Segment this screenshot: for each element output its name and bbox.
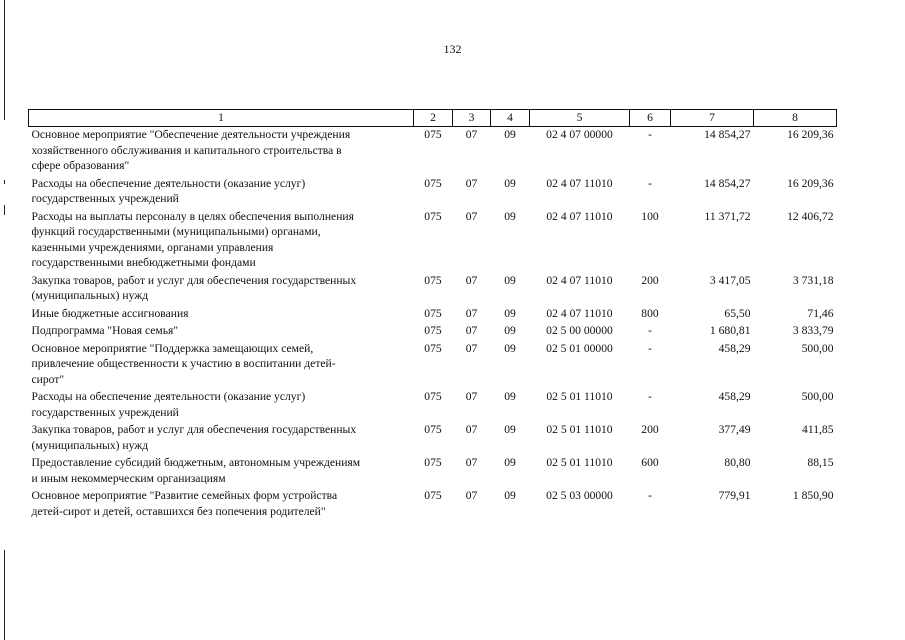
description-line: сирот" [31, 372, 65, 386]
amount-year1-cell: 65,50 [724, 306, 751, 320]
amount-year1-cell: 14 854,27 [704, 176, 751, 190]
description-line: Основное мероприятие "Поддержка замещающих семей, [31, 341, 314, 355]
description-line: Расходы на выплаты персоналу в целях обеспечения выполнения [31, 209, 354, 223]
section-cell: 07 [465, 176, 478, 190]
row-description [29, 209, 414, 273]
description-line: Расходы на обеспечение деятельности (оказание услуг) [31, 176, 306, 190]
target-article-cell: 02 5 01 00000 [546, 341, 613, 355]
expense-type-cell: - [648, 176, 652, 190]
subsection-cell: 09 [504, 390, 516, 403]
table-row [29, 323, 837, 341]
row-description [29, 176, 414, 209]
description-line: (муниципальных) нужд [31, 289, 149, 302]
amount-year2-cell: 3 833,79 [792, 324, 834, 337]
subsection-cell: 09 [504, 456, 516, 469]
admin-code-cell: 075 [424, 423, 442, 436]
subsection-cell: 09 [504, 306, 516, 320]
description-line: Закупка товаров, работ и услуг для обеспечения государственных [31, 273, 357, 287]
admin-code-cell: 075 [424, 324, 442, 337]
table-row [29, 176, 837, 209]
admin-code-cell: 075 [424, 341, 442, 355]
expense-type-cell: - [648, 128, 652, 141]
amount-year1-cell: 458,29 [718, 390, 751, 403]
section-cell: 07 [465, 390, 478, 403]
amount-year1-cell: 80,80 [724, 456, 751, 469]
subsection-cell: 09 [504, 489, 516, 502]
description-line: Закупка товаров, работ и услуг для обеспечения государственных [31, 423, 357, 436]
column-header: 5 [530, 110, 630, 127]
expense-type-cell: 800 [641, 306, 659, 320]
table-row [29, 455, 837, 488]
amount-year1-cell: 11 371,72 [704, 209, 751, 223]
description-line: функций государственными (муниципальными) органами, [31, 225, 321, 238]
row-description [29, 341, 414, 390]
target-article-cell: 02 5 01 11010 [546, 456, 613, 469]
description-line: Предоставление субсидий бюджетным, автономным учреждениям [31, 456, 361, 469]
section-cell: 07 [465, 324, 478, 337]
description-line: и иным некоммерческим организациям [31, 471, 226, 485]
row-description [29, 488, 414, 521]
row-description [29, 422, 414, 455]
subsection-cell: 09 [504, 341, 516, 355]
scan-edge-line [4, 550, 5, 640]
description-line: хозяйственного обслуживания и капитального строительства в [31, 143, 342, 157]
amount-year2-cell: 1 850,90 [792, 489, 834, 502]
description-line: сфере образования" [31, 159, 130, 172]
column-header: 1 [29, 110, 414, 127]
subsection-cell: 09 [504, 423, 516, 436]
scan-edge-line [4, 0, 5, 120]
amount-year2-cell: 3 731,18 [792, 273, 834, 287]
expense-type-cell: - [648, 489, 652, 502]
table-row [29, 209, 837, 273]
target-article-cell: 02 5 00 00000 [546, 324, 613, 337]
table-row [29, 488, 837, 521]
column-header-row [29, 110, 837, 127]
amount-year1-cell: 1 680,81 [709, 324, 751, 337]
expense-type-cell: - [648, 390, 652, 403]
target-article-cell: 02 4 07 11010 [546, 273, 613, 287]
table-row [29, 306, 837, 324]
section-cell: 07 [465, 489, 478, 502]
target-article-cell: 02 4 07 11010 [546, 176, 613, 190]
admin-code-cell: 075 [424, 209, 442, 223]
subsection-cell: 09 [504, 209, 516, 223]
amount-year1-cell: 3 417,05 [709, 273, 751, 287]
target-article-cell: 02 4 07 00000 [546, 128, 613, 141]
description-line: государственных учреждений [31, 192, 179, 205]
row-description [29, 323, 414, 341]
description-line: Расходы на обеспечение деятельности (оказание услуг) [31, 390, 306, 403]
subsection-cell: 09 [504, 273, 516, 287]
scan-edge-line [4, 180, 5, 184]
row-description [29, 389, 414, 422]
expense-type-cell: - [648, 324, 652, 337]
expense-type-cell: - [648, 341, 652, 355]
description-line: казенными учреждениями, органами управления [31, 240, 274, 254]
table-row [29, 341, 837, 390]
admin-code-cell: 075 [424, 456, 442, 469]
amount-year2-cell: 500,00 [801, 390, 834, 403]
subsection-cell: 09 [504, 128, 516, 141]
row-description [29, 127, 414, 176]
target-article-cell: 02 5 01 11010 [546, 423, 613, 436]
admin-code-cell: 075 [424, 128, 442, 141]
column-header: 8 [754, 110, 837, 127]
section-cell: 07 [465, 273, 478, 287]
target-article-cell: 02 4 07 11010 [546, 306, 613, 320]
row-description [29, 306, 414, 324]
amount-year1-cell: 458,29 [718, 341, 751, 355]
target-article-cell: 02 4 07 11010 [546, 209, 613, 223]
subsection-cell: 09 [504, 324, 516, 337]
row-description [29, 455, 414, 488]
scan-edge-line [4, 205, 5, 215]
target-article-cell: 02 5 03 00000 [546, 489, 613, 502]
admin-code-cell: 075 [424, 390, 442, 403]
section-cell: 07 [465, 128, 478, 141]
table-row [29, 389, 837, 422]
amount-year2-cell: 88,15 [807, 456, 834, 469]
amount-year1-cell: 14 854,27 [704, 128, 751, 141]
admin-code-cell: 075 [424, 489, 442, 502]
expense-type-cell: 600 [641, 456, 659, 469]
section-cell: 07 [465, 456, 478, 469]
description-line: Основное мероприятие "Обеспечение деятельности учреждения [31, 128, 351, 141]
amount-year2-cell: 16 209,36 [787, 128, 834, 141]
section-cell: 07 [465, 341, 478, 355]
admin-code-cell: 075 [424, 273, 442, 287]
table-row [29, 127, 837, 176]
amount-year2-cell: 71,46 [807, 306, 834, 320]
amount-year2-cell: 16 209,36 [787, 176, 834, 190]
expense-type-cell: 200 [641, 423, 659, 436]
description-line: детей-сирот и детей, оставшихся без попечения родителей" [31, 504, 326, 518]
amount-year2-cell: 411,85 [802, 423, 834, 436]
subsection-cell: 09 [504, 176, 516, 190]
description-line: государственных учреждений [31, 405, 179, 419]
admin-code-cell: 075 [424, 176, 442, 190]
table-row [29, 422, 837, 455]
column-header: 2 [414, 110, 453, 127]
column-header: 6 [630, 110, 671, 127]
description-line: Подпрограмма "Новая семья" [31, 324, 179, 337]
amount-year2-cell: 500,00 [801, 341, 834, 355]
page-number: 132 [443, 42, 462, 56]
amount-year2-cell: 12 406,72 [787, 209, 834, 223]
amount-year1-cell: 377,49 [718, 423, 751, 436]
description-line: привлечение общественности к участию в воспитании детей- [31, 357, 336, 370]
column-header: 3 [453, 110, 491, 127]
budget-table [28, 109, 837, 521]
row-description [29, 273, 414, 306]
amount-year1-cell: 779,91 [718, 489, 751, 502]
section-cell: 07 [465, 423, 478, 436]
section-cell: 07 [465, 306, 478, 320]
description-line: Иные бюджетные ассигнования [31, 306, 189, 320]
admin-code-cell: 075 [424, 306, 442, 320]
target-article-cell: 02 5 01 11010 [546, 390, 613, 403]
description-line: (муниципальных) нужд [31, 438, 149, 452]
expense-type-cell: 100 [641, 209, 659, 223]
description-line: Основное мероприятие "Развитие семейных форм устройства [31, 489, 338, 502]
description-line: государственными внебюджетными фондами [31, 256, 256, 269]
column-header: 7 [671, 110, 754, 127]
section-cell: 07 [465, 209, 478, 223]
column-header: 4 [491, 110, 530, 127]
table-row [29, 273, 837, 306]
expense-type-cell: 200 [641, 273, 659, 287]
